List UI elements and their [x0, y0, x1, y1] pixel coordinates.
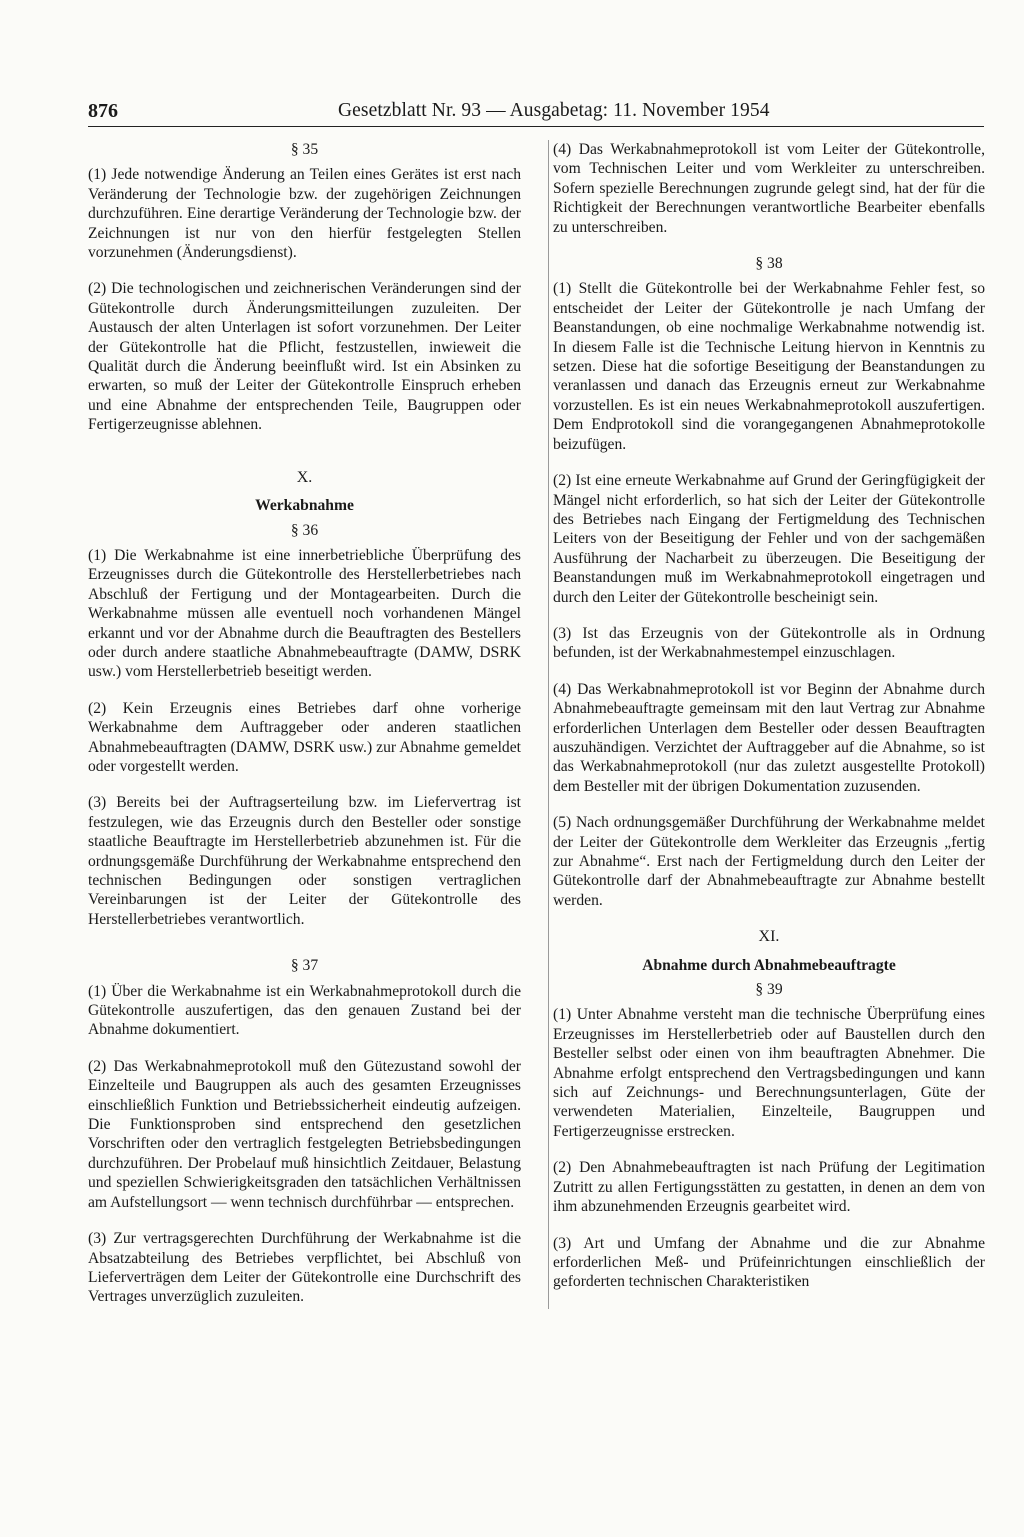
section-39-paragraph-3: (3) Art und Umfang der Abnahme und die zur Abnahme erforderlichen Meß- und Prüfeinrichtungen einschließlich der geforderten technischen Charakteristiken	[553, 1234, 985, 1291]
section-39-title: § 39	[755, 981, 783, 999]
section-35-title: § 35	[290, 141, 319, 158]
chapter-x-number: X.	[296, 468, 313, 486]
section-36-title: § 36	[290, 521, 319, 539]
section-37-paragraph-3: (3) Zur vertragsgerechten Durchführung der Werkabnahme ist die Absatzabteilung des Betriebes verpflichtet, bei Abschluß von Lieferverträgen dem Leiter der Gütekontrolle eine Durchschrift des Vertrages unverzüglich zuzuleiten.	[88, 1230, 521, 1306]
left-column	[88, 140, 521, 1324]
section-39-paragraph-1: (1) Unter Abnahme versteht man die technische Überprüfung eines Erzeugnisses im Herstellerbetrieb oder auf Baustellen durch den Besteller selbst oder einen von ihm beauftragten Abnehmer. Die Abnahme erfolgt entsprechend den Vertragsbedingungen und kann sich auf Zeichnungs- und Berechnungsunterlagen, Güte der verwendeten Materialien, Einzelteile, Baugruppen und Fertigerzeugnisse erstrecken.	[553, 1006, 985, 1140]
section-37-paragraph-2: (2) Das Werkabnahmeprotokoll muß den Gütezustand sowohl der Einzelteile und Baugruppen als auch des gesamten Erzeugnisses einschließlich Funktion und Betriebssicherheit eindeutig aufzeigen. Die Funktionsproben sind entsprechend den gesetzlichen Vorschriften oder den vertraglich festgelegten Betriebsbedingungen durchzuführen. Der Probelauf muß hinsichtlich Zeitdauer, Belastung und speziellen Schwierigkeitsgraden den tatsächlichen Verhältnissen am Aufstellungsort — wenn technisch durchführbar — entsprechen.	[88, 1057, 521, 1211]
chapter-xi-number: XI.	[758, 928, 780, 946]
section-38-paragraph-5: (5) Nach ordnungsgemäßer Durchführung der Werkabnahme meldet der Leiter der Gütekontrolle dem Werkleiter das Erzeugnis „fertig zur Abnahme“. Erst nach der Fertigmeldung durch den Leiter der Gütekontrolle darf der Abnahmebeauftragte zur Abnahme bestellt werden.	[553, 814, 985, 909]
section-36-paragraph-1: (1) Die Werkabnahme ist eine innerbetriebliche Überprüfung des Erzeugnisses durch die Gütekontrolle des Herstellerbetriebes nach Abschluß der Fertigung und der Montagearbeiten. Durch die Werkabnahme müssen alle eventuell noch vorhandenen Mängel erkannt und vor der Abnahme durch die Beauftragten des Bestellers oder durch andere staatliche Abnahmebeauftragte (DAMW, DSRK usw.) vom Herstellerbetrieb beseitigt werden.	[88, 546, 521, 681]
section-37-title: § 37	[290, 957, 319, 975]
page-number: 876	[88, 100, 118, 122]
section-39-paragraph-2: (2) Den Abnahmebeauftragten ist nach Prüfung der Legitimation Zutritt zu allen Fertigungsstätten zu gestatten, in denen an dem von ihm abzunehmenden Erzeugnis gearbeitet wird.	[553, 1159, 985, 1216]
right-column	[548, 140, 985, 1309]
section-38-paragraph-3: (3) Ist das Erzeugnis von der Gütekontrolle als in Ordnung befunden, ist der Werkabnahmestempel einzuschlagen.	[553, 624, 985, 662]
chapter-x-title: Werkabnahme	[255, 497, 354, 515]
section-38-paragraph-4: (4) Das Werkabnahmeprotokoll ist vor Beginn der Abnahme durch Abnahmebeauftragte gemeinsam mit den laut Vertrag zur Abnahme erforderlichen Unterlagen dem Besteller oder dessen Beauftragten auszuhändigen. Verzichtet der Auftraggeber auf die Abnahme, so ist das Werkabnahmeprotokoll (nur das zuletzt ausgestellte Protokoll) dem Besteller mit der übrigen Dokumentation zuzusenden.	[553, 680, 985, 795]
section-36-paragraph-3: (3) Bereits bei der Auftragserteilung bzw. im Liefervertrag ist festzulegen, wie das Erzeugnis durch den Besteller oder sonstige staatliche Beauftragte im Herstellerbetrieb abzunehmen ist. Für die ordnungsgemäße Durchführung der Werkabnahme entsprechend den technischen Bedingungen oder sonstigen vertraglichen Vereinbarungen ist der Leiter der Gütekontrolle des Herstellerbetriebes verantwortlich.	[88, 794, 521, 928]
gazette-title: Gesetzblatt Nr. 93 — Ausgabetag: 11. November 1954	[338, 100, 770, 121]
section-38-paragraph-1: (1) Stellt die Gütekontrolle bei der Werkabnahme Fehler fest, so entscheidet der Leiter der Gütekontrolle je nach Umfang der Beanstandungen, ob eine nochmalige Werkabnahme notwendig ist. In diesem Falle ist die Technische Leitung hiervon in Kenntnis zu setzen. Diese hat die sofortige Beseitigung der Beanstandungen zu veranlassen und danach das Erzeugnis erneut zur Werkabnahme vorzustellen. Es ist ein neues Werkabnahmeprotokoll auszufertigen. Dem Endprotokoll sind die vorangegangenen Abnahmeprotokolle beizufügen.	[553, 280, 985, 453]
section-35-paragraph-2: (2) Die technologischen und zeichnerischen Veränderungen sind der Gütekontrolle durch Änderungsmitteilungen zuzuleiten. Der Austausch der alten Unterlagen ist sofort vorzunehmen. Der Leiter der Gütekontrolle hat die Pflicht, festzustellen, inwieweit die Qualität durch die Änderung beeinflußt wird. Ist ein Absinken zu erwarten, so muß der Leiter der Gütekontrolle Einspruch erheben und eine Abnahme der entsprechenden Teile, Baugruppen oder Fertigerzeugnisse ablehnen.	[88, 280, 521, 434]
section-37-paragraph-4: (4) Das Werkabnahmeprotokoll ist vom Leiter der Gütekontrolle, vom Technischen Leiter und vom Werkleiter zu unterschreiben. Sofern spezielle Berechnungen zugrunde gelegt sind, hat der für die Richtigkeit der Berechnungen verantwortliche Bearbeiter ebenfalls zu unterschreiben.	[553, 141, 985, 236]
section-37-paragraph-1: (1) Über die Werkabnahme ist ein Werkabnahmeprotokoll durch die Gütekontrolle auszufertigen, das den genauen Zustand bei der Abnahme dokumentiert.	[88, 982, 521, 1039]
section-36-paragraph-2: (2) Kein Erzeugnis eines Betriebes darf ohne vorherige Werkabnahme dem Auftraggeber oder anderen staatlichen Abnahmebeauftragten (DAMW, DSRK usw.) zur Abnahme gemeldet oder vorgestellt werden.	[88, 699, 521, 775]
page-header	[88, 96, 984, 127]
section-38-title: § 38	[755, 255, 783, 273]
section-35-paragraph-1: (1) Jede notwendige Änderung an Teilen eines Gerätes ist erst nach Veränderung der Technologie bzw. der zugehörigen Zeichnungen durchzuführen. Eine derartige Veränderung der Technologie bzw. der Zeichnungen ist nur von den hierfür festgelegten Stellen vorzunehmen (Änderungsdienst).	[88, 166, 521, 262]
chapter-xi-title: Abnahme durch Abnahmebeauftragte	[642, 956, 896, 974]
section-38-paragraph-2: (2) Ist eine erneute Werkabnahme auf Grund der Geringfügigkeit der Mängel nicht erforderlich, so hat sich der Leiter der Gütekontrolle des Betriebes nach Eingang der Fertigmeldung des Technischen Leiters von der Beseitigung der Fehler und von der sachgemäßen Ausführung der Nacharbeit zu überzeugen. Die Beseitigung der Beanstandungen muß im Werkabnahmeprotokoll eingetragen und durch den Leiter der Gütekontrolle bescheinigt sein.	[553, 472, 985, 606]
